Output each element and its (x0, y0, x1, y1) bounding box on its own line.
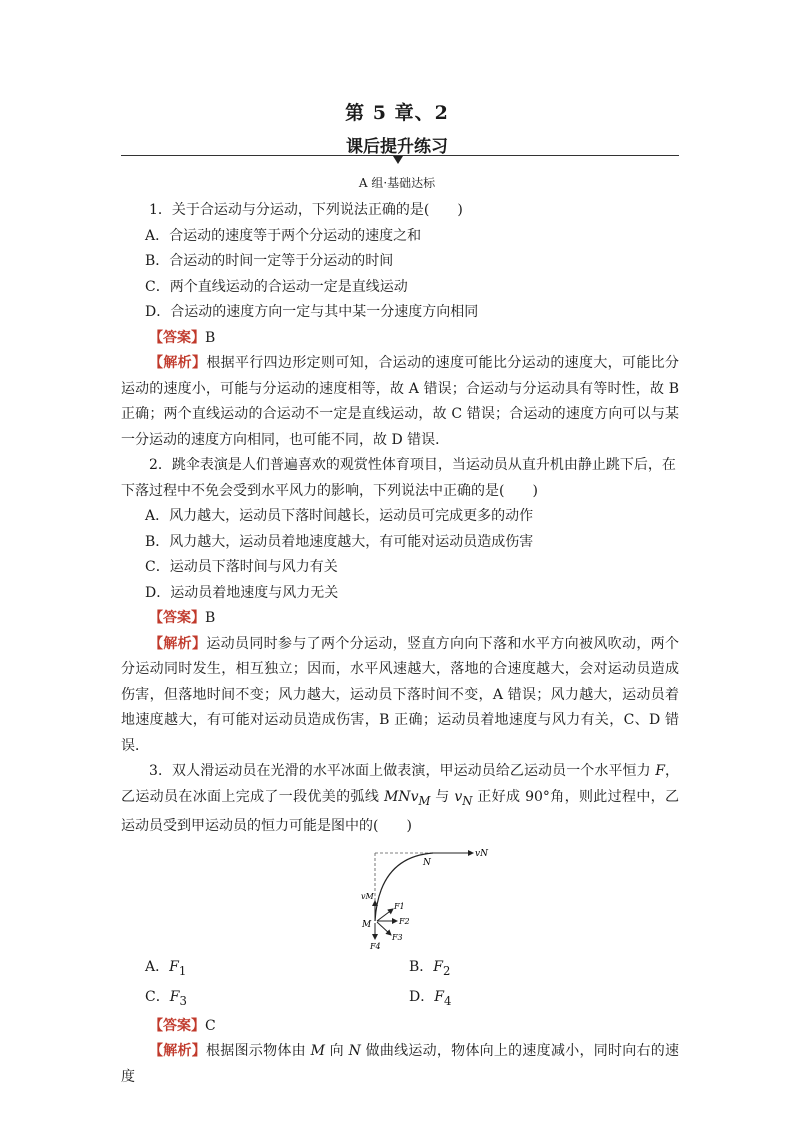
force-f3-label: F3 (392, 933, 403, 943)
question-1-stem: 1．关于合运动与分运动，下列说法正确的是( ) (149, 202, 463, 218)
analysis-tag: 【解析】 (149, 355, 207, 371)
answer-value: B (205, 610, 216, 626)
question-3-analysis: 【解析】根据图示物体由 M 向 N 做曲线运动，物体向上的速度减小，同时向右的速度 (121, 1043, 680, 1085)
question-1-option-c: C．两个直线运动的合运动一定是直线运动 (145, 278, 408, 295)
analysis-text: 根据平行四边形定则可知，合运动的速度可能比分运动的速度大，可能比分运动的速度小，可能与分运动的速度相等，故 A 错误；合运动与分运动具有等时性，故 B 正确；两个直线运动的合运动不一定是直线运动，故 C 错误；合运动的速度方向可以与某一分运动的速度方向相同，也可能不同，故 D 错误． (121, 355, 680, 448)
question-1-option-a: A．合运动的速度等于两个分运动的速度之和 (145, 227, 422, 244)
force-f1-label: F1 (394, 902, 405, 912)
question-1-answer (121, 326, 679, 352)
question-2-option-b: B．风力越大，运动员着地速度越大，有可能对运动员造成伤害 (145, 533, 534, 550)
answer-tag: 【答案】 (149, 610, 205, 626)
answer-value: C (205, 1017, 216, 1034)
question-3-options-row-1 (121, 955, 679, 984)
force-diagram-svg (361, 843, 501, 951)
section-title: 课后提升练习 (346, 137, 448, 157)
question-3-option-d: D．$F_4$ (409, 988, 452, 1008)
question-3-answer (121, 1014, 679, 1040)
force-diagram (121, 843, 679, 953)
question-3-options-row-2 (121, 985, 679, 1014)
question-2-analysis (121, 632, 679, 760)
force-f3-arrow (377, 922, 391, 935)
question-2-option-d: D．运动员着地速度与风力无关 (145, 584, 339, 601)
answer-tag: 【答案】 (149, 329, 205, 346)
analysis-tag: 【解析】 (149, 635, 207, 652)
page-title: 第 5 章、2 (345, 102, 449, 124)
question-3-option-b: B．$F_2$ (409, 959, 451, 979)
point-m-label: M (362, 920, 372, 931)
divider-arrow-icon (393, 156, 403, 164)
question-3-stem: 3．双人滑运动员在光滑的水平冰面上做表演，甲运动员给乙运动员一个水平恒力 F，乙运动员在冰面上完成了一段优美的弧线 MNv$_M$ 与 $v_N$ 正好成 90°角，则此过程中，乙运动员受到甲运动员的恒力可能是图中的( ) (121, 763, 679, 834)
question-1-analysis (121, 351, 679, 453)
analysis-text: 运动员同时参与了两个分运动，竖直方向向下落和水平方向被风吹动，两个分运动同时发生，相互独立；因而，水平风速越大，落地的合速度越大，会对运动员造成伤害，但落地时间不变；风力越大，运动员下落时间不变，A 错误；风力越大，运动员着地速度越大，有可能对运动员造成伤害，B 正确；运动员着地速度与风力有关，C、D 错误． (121, 635, 680, 754)
question-2-option-c: C．运动员下落时间与风力有关 (145, 559, 338, 575)
velocity-m-label: vM (361, 892, 374, 902)
analysis-tag: 【解析】 (149, 1043, 207, 1060)
question-3-option-c: C．$F_3$ (145, 988, 187, 1008)
answer-value: B (205, 329, 216, 346)
question-2-stem: 2．跳伞表演是人们普遍喜欢的观赏性体育项目，当运动员从直升机由静止跳下后，在下落过程中不免会受到水平风力的影响，下列说法中正确的是( ) (121, 457, 676, 499)
point-n-label: N (423, 858, 431, 869)
answer-tag: 【答案】 (149, 1017, 205, 1034)
force-f4-label: F4 (370, 942, 381, 952)
question-1-option-b: B．合运动的时间一定等于分运动的时间 (145, 253, 394, 269)
velocity-n-label: vN (475, 849, 488, 860)
force-f2-label: F2 (399, 917, 410, 927)
document-body (121, 198, 679, 1090)
force-f1-arrow (377, 909, 393, 921)
question-3-option-a: A．$F_1$ (145, 959, 187, 979)
group-label: A 组·基础达标 (358, 176, 436, 190)
question-2-option-a: A．风力越大，运动员下落时间越长，运动员可完成更多的动作 (145, 508, 534, 524)
question-2-answer (121, 606, 679, 632)
question-1-option-d: D．合运动的速度方向一定与其中某一分速度方向相同 (145, 304, 479, 320)
